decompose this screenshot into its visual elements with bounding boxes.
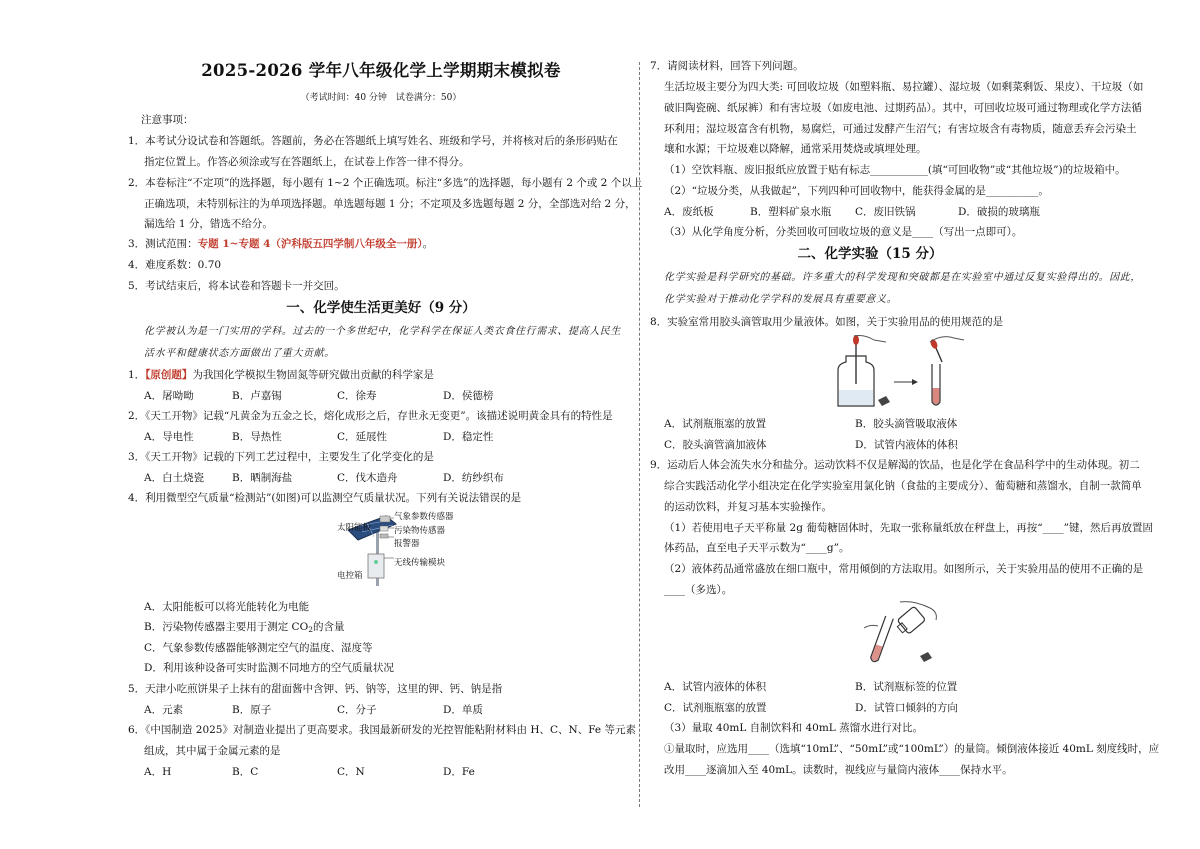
original-badge: 【原创题】 [145, 369, 193, 381]
note-1b: 指定位置上。作答必须涂或写在答题纸上，在试卷上作答一律不得分。 [144, 156, 470, 168]
label-wireless-module: 无线传输模块 [394, 558, 446, 568]
q7-passage-3: 环利用；湿垃圾富含有机物，易腐烂，可通过发酵产生沼气；有害垃圾含有毒物质，随意丢弃会污染土 [664, 123, 1137, 135]
q7-option-a: A．废纸板 [664, 206, 714, 218]
q1-number: 1． [128, 369, 146, 381]
q9-option-a: A．试管内液体的体积 [664, 681, 767, 693]
note-3 [128, 236, 433, 252]
q6-option-b: B．C [232, 766, 259, 778]
note-5: 5．考试结束后，将本试卷和答题卡一并交回。 [128, 280, 345, 292]
q5-option-d: D．单质 [443, 704, 483, 716]
q6-option-a: A．H [144, 766, 172, 778]
q9-stem-1: 9．运动后人体会流失水分和盐分。运动饮料不仅是解渴的饮品，也是化学在食品科学中的生动体现。初二 [650, 459, 1140, 471]
section-1-intro-1: 化学被认为是一门实用的学科。过去的一个多世纪中，化学科学在保证人类衣食住行需求、提高人民生 [144, 326, 621, 337]
notes-heading: 注意事项： [141, 114, 194, 126]
q5-option-a: A．元素 [144, 704, 184, 716]
label-control-box: 电控箱 [337, 571, 363, 581]
section-1-intro-2: 活水平和健康状态方面做出了重大贡献。 [144, 348, 335, 359]
q7-sub-2: （2）“垃圾分类，从我做起”，下列四种可回收物中，能获得金属的是__________。 [664, 185, 1049, 197]
q3-option-c: C．伐木造舟 [337, 472, 398, 484]
q9-option-d: D．试管口倾斜的方向 [855, 702, 958, 714]
note-2a: 2．本卷标注“不定项”的选择题，每小题有 1~2 个正确选项。标注“多选”的选择题，每小题有 2 个或 2 个以上 [128, 177, 643, 189]
q3-option-a: A．白土烧瓷 [144, 472, 205, 484]
q1-option-c: C．徐寿 [337, 390, 377, 402]
label-solar-panel: 太阳能板 [337, 523, 372, 533]
q7-option-d: D．破损的玻璃瓶 [958, 206, 1040, 218]
dropper-drawing [830, 334, 970, 410]
q4-option-c: C．气象参数传感器能够测定空气的温度、湿度等 [144, 642, 373, 654]
q3-option-d: D．纺纱织布 [443, 472, 504, 484]
column-divider [639, 62, 640, 807]
q7-passage-4: 壤和水源；干垃圾难以降解，通常采用焚烧或填埋处理。 [664, 143, 927, 155]
q7-passage-1: 生活垃圾主要分为四大类: 可回收垃圾（如塑料瓶、易拉罐）、湿垃圾（如剩菜剩饭、果皮）、干垃圾（如 [664, 81, 1144, 93]
q4-option-b-tail: 的含量 [312, 621, 345, 633]
note-4: 4．难度系数：0.70 [128, 259, 222, 271]
q8-option-d: D．试管内液体的体积 [855, 439, 958, 451]
q9-sub-1b: 体药品，直至电子天平示数为“____g”。 [664, 542, 850, 554]
q4-option-b [144, 619, 344, 636]
note-2c: 漏选给 1 分，错选不给分。 [144, 218, 273, 230]
q1-stem [128, 367, 434, 383]
q5-option-b: B．原子 [232, 704, 272, 716]
q8-option-b: B．胶头滴管吸取液体 [855, 418, 958, 430]
q1-text: 为我国化学模拟生物固氮等研究做出贡献的科学家是 [192, 369, 434, 381]
q3-option-b: B．晒制海盐 [232, 472, 293, 484]
q7-sub-3: （3）从化学角度分析，分类回收可回收垃圾的意义是____（写出一点即可）。 [664, 226, 1023, 238]
q2-stem: 2．《天工开物》记载“凡黄金为五金之长，熔化成形之后，存世永无变更”。该描述说明黄金具有的特性是 [128, 410, 613, 422]
control-box-shape [368, 554, 384, 578]
q7-passage-2: 破旧陶瓷碗、纸尿裤）和有害垃圾（如废电池、过期药品）。其中，可回收垃圾可通过物理或化学方法循 [664, 102, 1142, 114]
q9-sub-3b: 改用____逐滴加入至 40mL。读数时，视线应与量筒内液体____保持水平。 [664, 764, 1013, 776]
q9-sub-2a: （2）液体药品通常盛放在细口瓶中，常用倾倒的方法取用。如图所示，关于实验用品的使用不正确的是 [664, 563, 1144, 575]
exam-subtitle: （考试时间：40 分钟 试卷满分：50） [300, 93, 462, 103]
q1-option-a: A．屠呦呦 [144, 390, 194, 402]
q4-option-b-text: B．污染物传感器主要用于测定 CO [144, 621, 309, 633]
q4-option-a: A．太阳能板可以将光能转化为电能 [144, 601, 310, 613]
q8-option-c: C．胶头滴管滴加液体 [664, 439, 767, 451]
q7-option-b: B．塑料矿泉水瓶 [750, 206, 832, 218]
q9-stem-3: 的运动饮料，并复习基本实验操作。 [664, 501, 832, 513]
label-weather-sensor: 气象参数传感器 [394, 512, 454, 522]
q2-option-c: C．延展性 [337, 431, 388, 443]
label-pollutant-sensor: 污染物传感器 [394, 526, 446, 536]
exam-title: 2025-2026 学年八年级化学上学期期末模拟卷 [201, 61, 561, 80]
q2-option-b: B．导热性 [232, 431, 282, 443]
q9-option-c: C．试剂瓶瓶塞的放置 [664, 702, 767, 714]
section-2-intro-2: 化学实验对于推动化学学科的发展具有重要意义。 [664, 294, 898, 305]
q5-option-c: C．分子 [337, 704, 377, 716]
q2-option-d: D．稳定性 [443, 431, 494, 443]
q6-stem-2: 组成，其中属于金属元素的是 [144, 745, 281, 757]
q9-option-b: B．试剂瓶标签的位置 [855, 681, 958, 693]
q9-sub-3: （3）量取 40mL 自制饮料和 40mL 蒸馏水进行对比。 [664, 722, 924, 734]
q8-stem: 8．实验室常用胶头滴管取用少量液体。如图，关于实验用品的使用规范的是 [650, 316, 1004, 328]
note-2b: 正确选项，未特别标注的为单项选择题。单选题每题 1 分；不定项及多选题每题 2 分，全部选对给 2 分， [144, 198, 636, 210]
q7-option-c: C．废旧铁锅 [855, 206, 916, 218]
q4-option-d: D．利用该种设备可实时监测不同地方的空气质量状况 [144, 662, 394, 674]
dropper-figure [830, 334, 970, 410]
co2-subscript: 2 [308, 625, 313, 634]
label-alarm: 报警器 [394, 539, 420, 549]
note-3-suffix: 。 [422, 238, 434, 250]
q2-option-a: A．导电性 [144, 431, 194, 443]
q9-sub-3a: ①量取时，应选用____（选填“10mL”、“50mL”或“100mL”）的量筒。倾倒液体接近 40mL 刻度线时，应 [664, 743, 1160, 755]
note-3-prefix: 3．测试范围： [128, 238, 198, 250]
q1-option-d: D．侯德榜 [443, 390, 494, 402]
q7-sub-1: （1）空饮料瓶、废旧报纸应放置于贴有标志___________(填“可回收物”或“其他垃圾”)的垃圾箱中。 [664, 164, 1126, 176]
pouring-figure [860, 598, 940, 670]
section-2-intro-1: 化学实验是科学研究的基础。许多重大的科学发现和突破都是在实验室中通过反复实验得出的。因此， [664, 272, 1141, 283]
q6-stem-1: 6．《中国制造 2025》对制造业提出了更高要求。我国最新研发的光控智能粘附材料由 H、C、N、Fe 等元素 [128, 724, 636, 736]
q9-sub-2b: ____（多选）。 [664, 584, 733, 596]
q6-option-c: C．N [337, 766, 365, 778]
q6-option-d: D．Fe [443, 766, 475, 778]
q3-stem: 3．《天工开物》记载的下列工艺过程中，主要发生了化学变化的是 [128, 451, 434, 463]
q8-option-a: A．试剂瓶瓶塞的放置 [664, 418, 767, 430]
test-scope: 专题 1~专题 4（沪科版五四学制八年级全一册） [197, 238, 423, 250]
q7-stem: 7．请阅读材料，回答下列问题。 [650, 60, 804, 72]
q9-stem-2: 综合实践活动化学小组决定在化学实验室用氯化钠（食盐的主要成分）、葡萄糖和蒸馏水，自制一款简单 [664, 480, 1142, 492]
q1-option-b: B．卢嘉锡 [232, 390, 282, 402]
q9-sub-1a: （1）若使用电子天平称量 2g 葡萄糖固体时，先取一张称量纸放在秤盘上，再按“____”键，然后再放置固 [664, 522, 1153, 534]
q5-stem: 5．天津小吃煎饼果子上抹有的甜面酱中含钾、钙、钠等，这里的钾、钙、钠是指 [128, 683, 503, 695]
pouring-drawing [860, 598, 940, 670]
section-2-title: 二、化学实验（15 分） [797, 246, 943, 262]
section-1-title: 一、化学使生活更美好（9 分） [286, 300, 476, 316]
q4-stem: 4．利用微型空气质量“检测站”(如图)可以监测空气质量状况。下列有关说法错误的是 [128, 492, 522, 504]
note-1a: 1．本考试分设试卷和答题纸。答题前，务必在答题纸上填写姓名、班级和学号，并将核对后的条形码贴在 [128, 135, 618, 147]
